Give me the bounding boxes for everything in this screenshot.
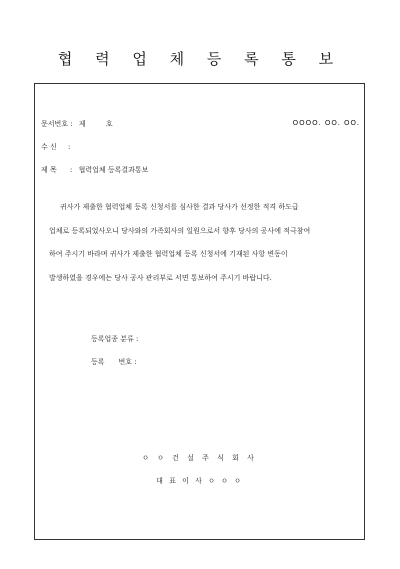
registration-number-label-b: 번호 : — [118, 358, 137, 366]
company-name: ㅇ ㅇ 건 설 주 식 회 사 — [142, 454, 257, 462]
doc-number-prefix: 제 — [78, 120, 86, 128]
registration-number-label-a: 등록 — [91, 358, 105, 366]
doc-number-suffix: 호 — [105, 120, 113, 128]
recipient-label: 수 신 — [41, 143, 57, 151]
registration-category: 등록업종 분류 : — [91, 335, 139, 343]
registration-number-row — [91, 357, 137, 367]
body-line-2: 업체로 등록되었사오니 당사와의 가족회사의 일원으로서 향후 당사의 공사에 적극참여 — [49, 227, 311, 235]
body-line-4: 발생하였을 경우에는 당사 공사 관리부로 서면 통보하여 주시기 바랍니다. — [49, 274, 272, 282]
document-frame — [34, 83, 365, 540]
document-title: 협 력 업 체 등 록 통 보 — [57, 50, 343, 68]
subject-label: 제 목 — [41, 166, 57, 174]
subject-value: 협력업체 등록결과통보 — [78, 166, 149, 174]
doc-date: OOOO. OO. OO. — [292, 119, 360, 127]
recipient-row — [41, 142, 70, 152]
doc-number-row — [41, 119, 113, 129]
subject-separator: : — [69, 166, 73, 174]
recipient-separator: : — [67, 143, 71, 151]
body-line-1: 귀사가 제출한 협력업체 등록 신청서를 심사한 결과 당사가 선정한 적격 하도급 — [60, 203, 299, 211]
ceo-signature: 대 표 이 사 ㅇ ㅇ ㅇ — [156, 477, 243, 485]
body-line-3: 하여 주시기 바라며 귀사가 제출한 협력업체 등록 신청서에 기재된 사항 변동이 — [49, 250, 288, 258]
doc-number-label: 문서번호 : — [41, 120, 73, 128]
subject-row — [41, 165, 148, 175]
